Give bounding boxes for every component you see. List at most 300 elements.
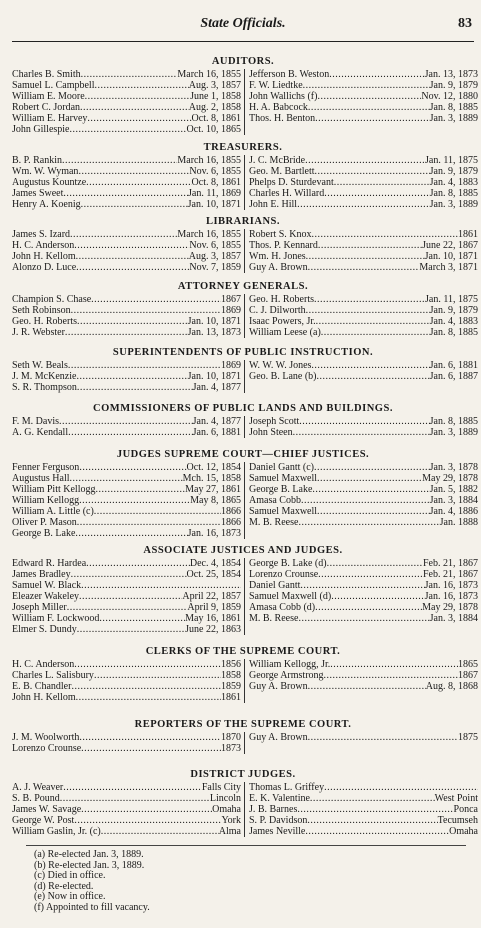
section-heading: ATTORNEY GENERALS. (177, 281, 309, 292)
official-name: Charles B. Smith (12, 69, 81, 80)
official-name: James W. Savage (12, 804, 82, 815)
dot-leader (81, 804, 212, 815)
official-name: H. C. Anderson (12, 659, 75, 670)
list-item (12, 670, 241, 681)
list-item (12, 473, 241, 484)
list-item (249, 240, 478, 251)
notes-rule (26, 845, 466, 846)
official-name: Amasa Cobb (d) (249, 602, 316, 613)
dot-leader (65, 327, 188, 338)
official-name: William A. Little (c) (12, 506, 94, 517)
official-name: J. C. McBride (249, 155, 306, 166)
official-name: Fenner Ferguson (12, 462, 80, 473)
official-name: Elmer S. Dundy (12, 624, 77, 635)
official-name: George Armstrong (249, 670, 324, 681)
dot-leader (303, 80, 430, 91)
official-name: M. B. Reese (249, 517, 299, 528)
dot-leader (71, 305, 221, 316)
list-item (12, 382, 241, 393)
term-date: June 22, 1863 (185, 624, 241, 635)
list-item (12, 624, 241, 635)
section (12, 718, 478, 754)
term-date: 1873 (221, 743, 241, 754)
term-date: Oct. 8, 1861 (191, 113, 241, 124)
list-item (249, 294, 478, 305)
official-name: John E. Hill (249, 199, 298, 210)
footnote: (c) Died in office. (34, 870, 106, 882)
page-number: 83 (458, 16, 472, 31)
term-date: Jan. 16, 1873 (424, 580, 478, 591)
official-name: George B. Lake (12, 528, 76, 539)
official-name: Champion S. Chase (12, 294, 92, 305)
page-header (12, 16, 474, 36)
section-heading: JUDGES SUPREME COURT—CHIEF JUSTICES. (116, 449, 370, 460)
dot-leader (68, 360, 221, 371)
official-name: Edward R. Hardea (12, 558, 87, 569)
official-name: Joseph Scott (249, 416, 300, 427)
term-date: Jan. 3, 1889 (429, 113, 478, 124)
term-date: Nov. 7, 1859 (189, 262, 241, 273)
official-name: James Bradley (12, 569, 71, 580)
term-date: May 29, 1878 (422, 473, 478, 484)
dot-leader (329, 69, 424, 80)
list-item (12, 327, 241, 338)
official-name: Samuel Maxwell (d) (249, 591, 332, 602)
dot-leader (300, 580, 424, 591)
official-name: H. A. Babcock (249, 102, 308, 113)
official-name: Daniel Gantt (249, 580, 301, 591)
official-name: William Leese (a) (249, 327, 321, 338)
dot-leader (77, 624, 185, 635)
right-column (245, 416, 478, 438)
official-name: Robert C. Jordan (12, 102, 81, 113)
official-name: William E. Harvey (12, 113, 88, 124)
dot-leader (315, 602, 422, 613)
footnote: (a) Re-elected Jan. 3, 1889. (34, 849, 144, 860)
left-column (12, 416, 245, 438)
term-date: Ponca (453, 804, 478, 815)
official-name: Oliver P. Mason (12, 517, 77, 528)
dot-leader (331, 591, 424, 602)
official-name: Wm. W. Wyman (12, 166, 79, 177)
section-columns (12, 732, 478, 754)
list-item (12, 166, 241, 177)
official-name: James Neville (249, 826, 306, 837)
dot-leader (334, 177, 430, 188)
list-item (249, 484, 478, 495)
term-date: Oct. 8, 1861 (191, 177, 241, 188)
term-date: Jan. 13, 1873 (187, 327, 241, 338)
dot-leader (76, 692, 221, 703)
official-name: W. W. W. Jones (249, 360, 312, 371)
official-name: William Gaslin, Jr. (c) (12, 826, 101, 837)
section (12, 645, 478, 703)
term-date: March 16, 1855 (177, 69, 241, 80)
official-name: Geo. B. Lane (b) (249, 371, 317, 382)
list-item (249, 199, 478, 210)
list-item (12, 591, 241, 602)
header-rule (12, 41, 474, 42)
term-date: Jan. 6, 1881 (192, 427, 241, 438)
list-item (249, 305, 478, 316)
list-item (12, 229, 241, 240)
term-date: 1867 (221, 294, 241, 305)
official-name: Augustus Kountze (12, 177, 87, 188)
right-column (245, 462, 478, 539)
official-name: S. R. Thompson (12, 382, 77, 393)
term-date: Jan. 4, 1877 (192, 416, 241, 427)
official-name: C. J. Dilworth (249, 305, 306, 316)
left-column (12, 294, 245, 338)
dot-leader (60, 793, 210, 804)
list-item (12, 113, 241, 124)
official-name: Henry A. Koenig (12, 199, 81, 210)
list-item (249, 113, 478, 124)
dot-leader (80, 102, 189, 113)
dot-leader (94, 506, 221, 517)
term-date: Tecumseh (437, 815, 478, 826)
page-title: State Officials. (200, 16, 286, 31)
footnote: (b) Re-elected Jan. 3, 1889. (34, 859, 145, 871)
dot-leader (62, 155, 177, 166)
dot-leader (95, 484, 185, 495)
list-item (12, 558, 241, 569)
list-item (12, 251, 241, 262)
dot-leader (59, 416, 193, 427)
dot-leader (317, 506, 430, 517)
term-date: Jan. 16, 1873 (187, 528, 241, 539)
official-name: Charles H. Willard (249, 188, 325, 199)
term-date: York (221, 815, 241, 826)
official-name: William Kellogg (12, 495, 80, 506)
dot-leader (75, 528, 187, 539)
term-date: Jan. 6, 1887 (429, 371, 478, 382)
term-date: 1867 (458, 670, 478, 681)
section (12, 141, 478, 210)
left-column (12, 360, 245, 393)
section-heading: REPORTERS OF THE SUPREME COURT. (134, 719, 352, 730)
dot-leader (316, 316, 430, 327)
list-item (12, 782, 241, 793)
official-name: Samuel W. Black (12, 580, 82, 591)
term-date: 1856 (221, 659, 241, 670)
section-columns (12, 416, 478, 438)
list-item (12, 580, 241, 591)
term-date: Oct. 25, 1854 (186, 569, 241, 580)
dot-leader (74, 240, 189, 251)
list-item (12, 155, 241, 166)
list-item (249, 416, 478, 427)
dot-leader (78, 166, 189, 177)
dot-leader (99, 613, 185, 624)
term-date: March 16, 1855 (177, 229, 241, 240)
section-heading: TREASURERS. (203, 142, 283, 153)
section-heading: LIBRARIANS. (205, 216, 281, 227)
dot-leader (76, 371, 187, 382)
official-name: John Steen (249, 427, 293, 438)
left-column (12, 558, 245, 635)
list-item (12, 517, 241, 528)
official-name: Geo. M. Bartlett (249, 166, 315, 177)
term-date: Jan. 10, 1871 (187, 316, 241, 327)
list-item (12, 495, 241, 506)
list-item (249, 602, 478, 613)
official-name: James Sweet (12, 188, 64, 199)
official-name: Samuel Maxwell (249, 473, 318, 484)
term-date: 1869 (221, 305, 241, 316)
list-item (249, 316, 478, 327)
dot-leader (101, 826, 219, 837)
section (12, 346, 478, 393)
section-columns (12, 69, 478, 135)
list-item (12, 602, 241, 613)
list-item (12, 177, 241, 188)
official-name: S. P. Davidson (249, 815, 308, 826)
term-date: Falls City (201, 782, 241, 793)
right-column (245, 155, 478, 210)
list-item (249, 102, 478, 113)
term-date: Oct. 12, 1854 (186, 462, 241, 473)
term-date: Jan. 9, 1879 (429, 305, 478, 316)
official-name: Geo. H. Roberts (249, 294, 314, 305)
dot-leader (324, 782, 478, 793)
dot-leader (310, 793, 435, 804)
section-heading: ASSOCIATE JUSTICES AND JUDGES. (143, 545, 343, 556)
official-name: E. K. Valentine (249, 793, 310, 804)
list-item (249, 826, 478, 837)
official-name: Jefferson B. Weston (249, 69, 330, 80)
dot-leader (86, 558, 190, 569)
list-item (12, 262, 241, 273)
term-date: 1861 (458, 229, 478, 240)
section-columns (12, 659, 478, 703)
term-date: 1861 (221, 692, 241, 703)
section (12, 768, 478, 837)
list-item (249, 815, 478, 826)
term-date: Jan. 4, 1883 (429, 316, 478, 327)
list-item (249, 558, 478, 569)
term-date: Aug. 2, 1858 (188, 102, 241, 113)
term-date: Jan. 3, 1889 (429, 199, 478, 210)
term-date: March 3, 1871 (419, 262, 478, 273)
term-date: Jan. 3, 1884 (429, 495, 478, 506)
term-date: Jan. 11, 1875 (425, 294, 478, 305)
dot-leader (71, 569, 187, 580)
document-page (12, 0, 478, 928)
right-column (245, 558, 478, 635)
official-name: William Pitt Kellogg (12, 484, 96, 495)
official-name: A. G. Kendall (12, 427, 69, 438)
term-date: West Point (434, 793, 478, 804)
list-item (249, 251, 478, 262)
term-date: Dec. 4, 1854 (189, 558, 241, 569)
official-name: J. M. McKenzie (12, 371, 77, 382)
official-name: Augustus Hall (12, 473, 70, 484)
official-name: Thos. H. Benton (249, 113, 316, 124)
list-item (12, 804, 241, 815)
term-date: Jan. 4, 1877 (192, 382, 241, 393)
section (12, 402, 478, 438)
dot-leader (81, 580, 241, 591)
official-name: Wm. H. Jones (249, 251, 306, 262)
section (12, 215, 478, 273)
dot-leader (297, 199, 430, 210)
term-date: 1869 (221, 360, 241, 371)
term-date: Jan. 3, 1878 (429, 462, 478, 473)
term-date: Alma (218, 826, 241, 837)
list-item (249, 580, 478, 591)
list-item (12, 528, 241, 539)
list-item (249, 569, 478, 580)
dot-leader (301, 495, 430, 506)
right-column (245, 69, 478, 135)
dot-leader (86, 177, 191, 188)
list-item (12, 692, 241, 703)
dot-leader (321, 327, 430, 338)
section-heading: COMMISSIONERS OF PUBLIC LANDS AND BUILDINGS. (93, 403, 393, 414)
term-date: Jan. 10, 1871 (187, 371, 241, 382)
list-item (249, 262, 478, 273)
official-name: Thos. P. Kennard (249, 240, 318, 251)
list-item (249, 659, 478, 670)
term-date: March 16, 1855 (177, 155, 241, 166)
dot-leader (327, 558, 423, 569)
list-item (12, 91, 241, 102)
dot-leader (318, 240, 422, 251)
term-date: May 8, 1865 (190, 495, 241, 506)
official-name: George B. Lake (249, 484, 313, 495)
right-column (245, 659, 478, 703)
official-name: H. C. Anderson (12, 240, 75, 251)
dot-leader (79, 591, 182, 602)
term-date: Omaha (212, 804, 241, 815)
section (12, 544, 478, 635)
left-column (12, 155, 245, 210)
term-date: Jan. 1888 (439, 517, 478, 528)
dot-leader (71, 681, 221, 692)
official-name: S. B. Pound (12, 793, 60, 804)
dot-leader (306, 305, 430, 316)
right-column (245, 229, 478, 273)
term-date: May 16, 1861 (185, 613, 241, 624)
left-column (12, 782, 245, 837)
dot-leader (305, 155, 425, 166)
official-name: J. M. Woolworth (12, 732, 80, 743)
term-date: 1859 (221, 681, 241, 692)
right-column (245, 294, 478, 338)
section-columns (12, 229, 478, 273)
section (12, 448, 478, 539)
list-item (249, 613, 478, 624)
dot-leader (91, 294, 221, 305)
left-column (12, 229, 245, 273)
dot-leader (318, 569, 423, 580)
list-item (12, 80, 241, 91)
term-date: 1875 (458, 732, 478, 743)
official-name: Guy A. Brown (249, 262, 308, 273)
dot-leader (63, 782, 202, 793)
right-column (245, 782, 478, 837)
dot-leader (63, 188, 188, 199)
official-name: A. J. Weaver (12, 782, 64, 793)
list-item (249, 782, 478, 793)
right-column (245, 732, 478, 754)
term-date: Jan. 6, 1881 (429, 360, 478, 371)
term-date: 1866 (221, 506, 241, 517)
list-item (249, 229, 478, 240)
dot-leader (85, 91, 191, 102)
term-date: Omaha (449, 826, 478, 837)
dot-leader (76, 262, 189, 273)
right-column (245, 360, 478, 393)
official-name: John H. Kellom (12, 692, 76, 703)
list-item (12, 681, 241, 692)
list-item (249, 188, 478, 199)
term-date: Feb. 21, 1867 (423, 558, 478, 569)
dot-leader (79, 732, 221, 743)
list-item (12, 69, 241, 80)
left-column (12, 462, 245, 539)
official-name: John H. Kellom (12, 251, 76, 262)
term-date: Lincoln (209, 793, 241, 804)
list-item (12, 659, 241, 670)
dot-leader (79, 462, 186, 473)
list-item (12, 124, 241, 135)
official-name: J. B. Barnes (249, 804, 298, 815)
term-date: Mch. 15, 1858 (182, 473, 241, 484)
official-name: Phelps D. Sturdevant (249, 177, 334, 188)
official-name: Joseph Miller (12, 602, 67, 613)
dot-leader (314, 294, 425, 305)
list-item (12, 427, 241, 438)
dot-leader (308, 262, 420, 273)
dot-leader (67, 602, 188, 613)
list-item (12, 826, 241, 837)
official-name: Thomas L. Griffey (249, 782, 325, 793)
term-date: May 27, 1861 (185, 484, 241, 495)
official-name: Lorenzo Crounse (12, 743, 82, 754)
term-date: April 9, 1859 (187, 602, 241, 613)
left-column (12, 732, 245, 754)
official-name: William Kellogg, Jr. (249, 659, 331, 670)
term-date: Jan. 9, 1879 (429, 166, 478, 177)
term-date: Aug. 8, 1868 (425, 681, 478, 692)
list-item (12, 294, 241, 305)
list-item (12, 732, 241, 743)
section-heading: SUPERINTENDENTS OF PUBLIC INSTRUCTION. (112, 347, 374, 358)
term-date: 1865 (458, 659, 478, 670)
official-name: F. W. Liedtke (249, 80, 303, 91)
dot-leader (298, 613, 429, 624)
dot-leader (77, 382, 193, 393)
official-name: Isaac Powers, Jr. (249, 316, 316, 327)
list-item (249, 166, 478, 177)
dot-leader (70, 229, 177, 240)
official-name: Seth Robinson (12, 305, 71, 316)
official-name: George B. Lake (d) (249, 558, 327, 569)
official-name: John Wallichs (f) (249, 91, 318, 102)
official-name: J. R. Webster (12, 327, 65, 338)
term-date: Jan. 3, 1884 (429, 613, 478, 624)
term-date: Oct. 10, 1865 (186, 124, 241, 135)
list-item (12, 371, 241, 382)
section-columns (12, 294, 478, 338)
dot-leader (315, 166, 430, 177)
dot-leader (94, 670, 221, 681)
official-name: Amasa Cobb (249, 495, 301, 506)
list-item (249, 804, 478, 815)
official-name: James S. Izard (12, 229, 71, 240)
